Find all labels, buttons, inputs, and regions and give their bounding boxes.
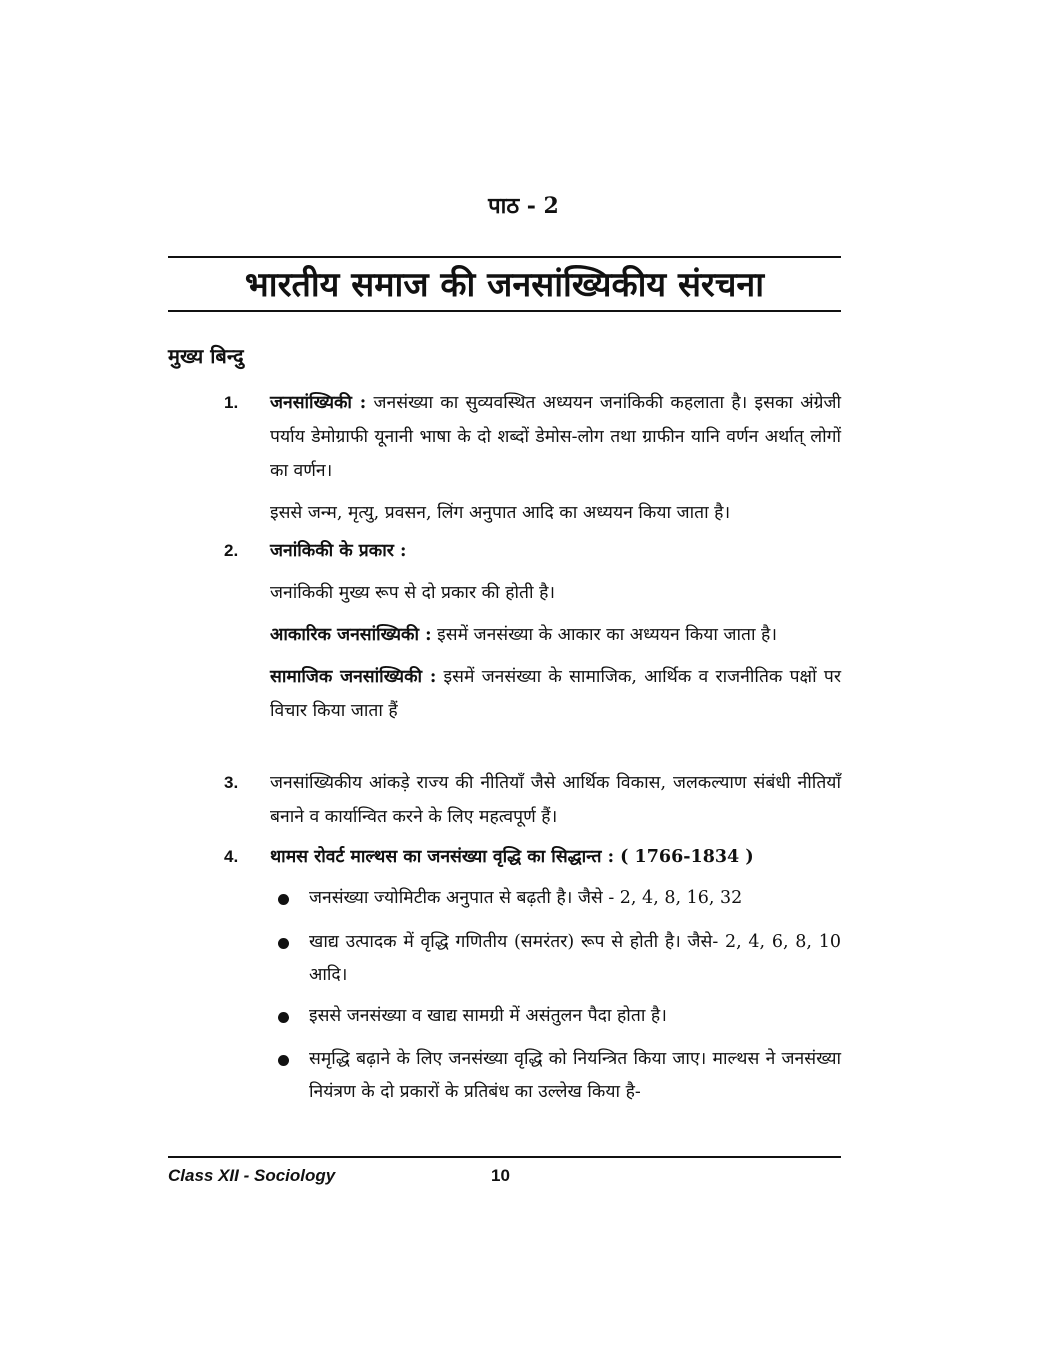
title-bottom-rule: [168, 310, 841, 312]
term: सामाजिक जनसांख्यिकी :: [270, 667, 437, 687]
point-4: [224, 840, 841, 874]
definition-text: इसमें जनसंख्या के आकार का अध्ययन किया जाता है।: [431, 625, 777, 645]
point-1-definition: [270, 386, 841, 488]
bullet-text: समृद्धि बढ़ाने के लिए जनसंख्या वृद्धि को नियन्त्रित किया जाए। माल्थस ने जनसंख्या नियंत्रण के दो प्रकारों के प्रतिबंध का उल्लेख किया है-: [309, 1049, 841, 1102]
bullet-dot-icon: [278, 938, 289, 949]
social-demography: [270, 660, 841, 728]
point-3-text: जनसांख्यिकीय आंकड़े राज्य की नीतियाँ जैसे आर्थिक विकास, जलकल्याण संबंधी नीतियाँ बनाने व कार्यान्वित करने के लिए महत्वपूर्ण हैं।: [270, 773, 841, 827]
title-top-rule: [168, 256, 841, 258]
point-1-extra: इससे जन्म, मृत्यु, प्रवसन, लिंग अनुपात आदि का अध्ययन किया जाता है।: [270, 503, 731, 523]
footer-class-label: Class XII - Sociology: [168, 1166, 336, 1185]
bullet-text: खाद्य उत्पादक में वृद्धि गणितीय (समरंतर) रूप से होती है। जैसे- 2, 4, 6, 8, 10 आदि।: [309, 932, 841, 985]
bullet-text: जनसंख्या ज्योमिटीक अनुपात से बढ़ती है। जैसे - 2, 4, 8, 16, 32: [309, 888, 743, 908]
lesson-number: पाठ - 2: [488, 193, 559, 219]
point-3: [224, 766, 841, 834]
bullet-dot-icon: [278, 1055, 289, 1066]
point-number: 3.: [224, 773, 239, 792]
bullet-item: [276, 882, 841, 915]
term: जनसांख्यिकी :: [270, 393, 367, 413]
bullet-item: [276, 1043, 841, 1109]
point-2: [224, 534, 841, 728]
point-2-heading: जनांकिकी के प्रकार :: [270, 541, 407, 561]
bullet-dot-icon: [278, 894, 289, 905]
point-number: 1.: [224, 393, 239, 412]
point-1: [224, 386, 841, 530]
section-heading: मुख्य बिन्दु: [168, 344, 244, 368]
point-number: 2.: [224, 541, 239, 560]
point-2-intro: जनांकिकी मुख्य रूप से दो प्रकार की होती है।: [270, 583, 556, 603]
point-4-heading: थामस रोवर्ट माल्थस का जनसंख्या वृद्धि का सिद्धान्त : ( 1766-1834 ): [270, 847, 754, 867]
definition-text: जनसंख्या का सुव्यवस्थित अध्ययन जनांकिकी कहलाता है। इसका अंग्रेजी पर्याय डेमोग्राफी यूनानी भाषा के दो शब्दों डेमोस-लोग तथा ग्राफीन यानि वर्णन अर्थात् लोगों का वर्णन।: [270, 393, 841, 481]
bullet-dot-icon: [278, 1012, 289, 1023]
bullet-item: [276, 926, 841, 992]
page-number: 10: [491, 1166, 510, 1185]
bullet-item: [276, 1000, 841, 1033]
definition-text: इसमें जनसंख्या के सामाजिक, आर्थिक व राजनीतिक पक्षों पर विचार किया जाता हैं: [270, 667, 841, 721]
chapter-title: भारतीय समाज की जनसांख्यिकीय संरचना: [244, 265, 765, 305]
term: आकारिक जनसांख्यिकी :: [270, 625, 432, 645]
point-number: 4.: [224, 847, 239, 866]
formal-demography: [270, 618, 841, 652]
bullet-text: इससे जनसंख्या व खाद्य सामग्री में असंतुलन पैदा होता है।: [309, 1006, 667, 1026]
footer-rule: [168, 1156, 841, 1158]
